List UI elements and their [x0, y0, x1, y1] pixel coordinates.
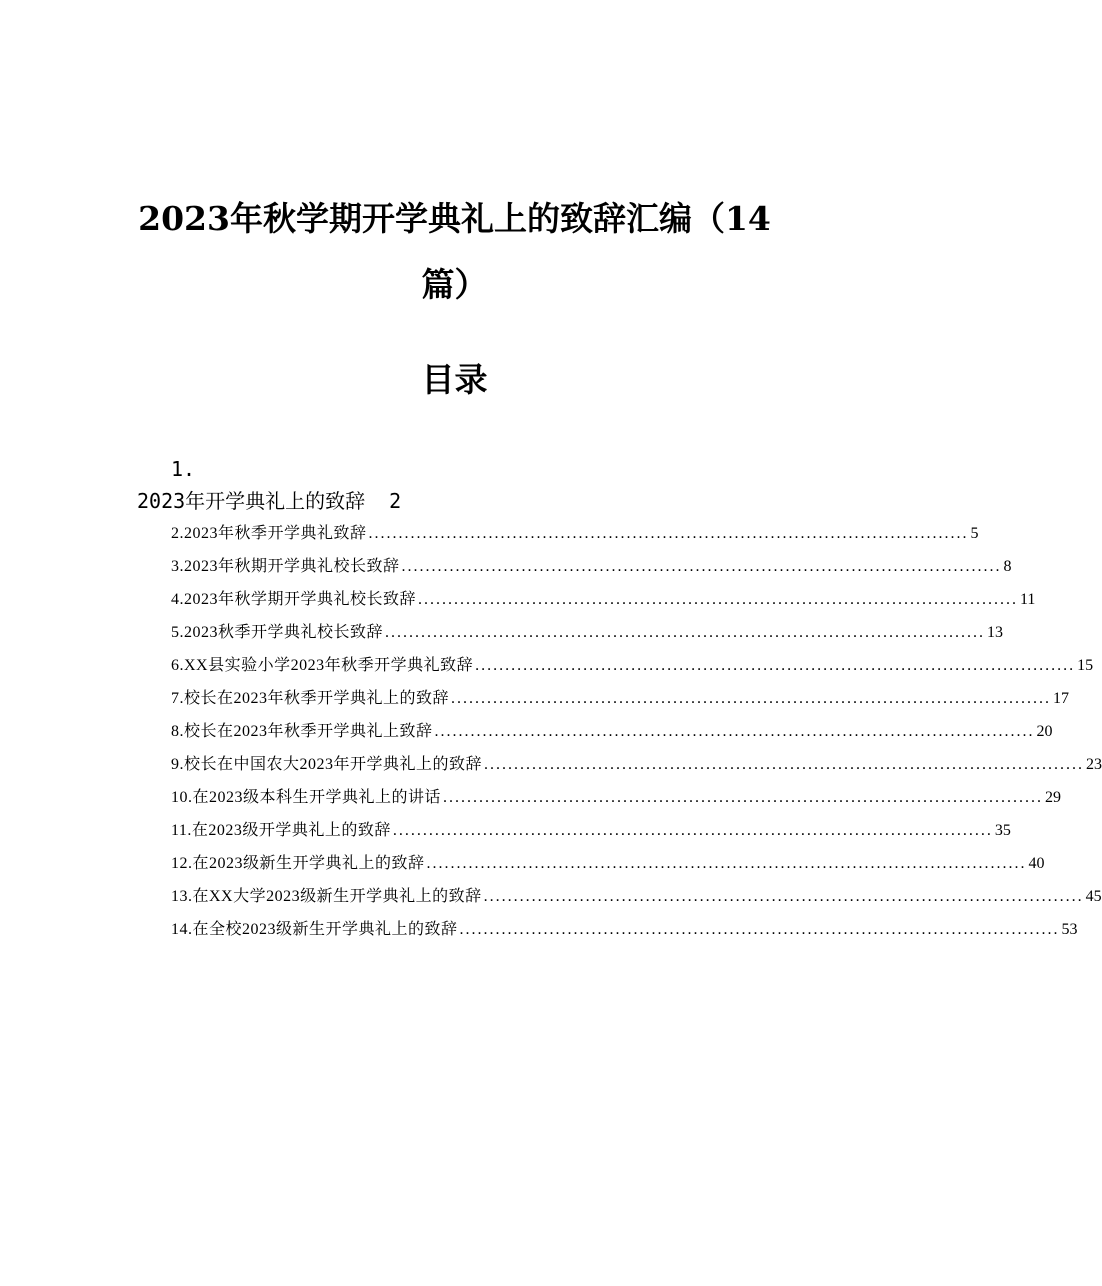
toc-entry-11[interactable] [171, 817, 1011, 845]
toc-entry-page: 11 [1020, 591, 1036, 608]
toc-entry-page: 5 [970, 525, 979, 542]
toc-entry-number: 11. [171, 822, 192, 839]
toc-leader-dots: .................................................................................................... [385, 624, 986, 641]
toc-entry-page: 40 [1028, 855, 1045, 872]
toc-entry-number: 5. [171, 624, 184, 641]
toc-entry-number: 8. [171, 723, 184, 740]
toc-entry-9[interactable] [171, 751, 1102, 779]
toc-leader-dots: .................................................................................................... [451, 690, 1052, 707]
toc-leader-dots: .................................................................................................... [426, 855, 1027, 872]
toc-entry-14[interactable] [171, 916, 1078, 944]
toc-entry-2[interactable] [171, 520, 979, 548]
toc-entry-13[interactable] [171, 883, 1102, 911]
toc-entry-number: 4. [171, 591, 184, 608]
toc-leader-dots: .................................................................................................... [484, 756, 1085, 773]
toc-leader-dots: .................................................................................................... [443, 789, 1044, 806]
toc-leader-dots: .................................................................................................... [401, 558, 1002, 575]
toc-entry-title: 在XX大学2023级新生开学典礼上的致辞 [192, 888, 482, 905]
toc-entry-page: 53 [1061, 921, 1078, 938]
toc-entry-number: 7. [171, 690, 184, 707]
toc-entry-1-number: 1. [171, 457, 196, 481]
toc-entry-number: 2. [171, 525, 184, 542]
toc-entry-title: 在2023级本科生开学典礼上的讲话 [192, 789, 442, 806]
toc-entry-number: 3. [171, 558, 184, 575]
toc-entry-title: 在2023级新生开学典礼上的致辞 [192, 855, 425, 872]
toc-entry-page: 23 [1086, 756, 1102, 773]
toc-entry-title: 2023年开学典礼上的致辞 [137, 489, 366, 513]
toc-entry-number: 10. [171, 789, 193, 806]
toc-entry-4[interactable] [171, 586, 1036, 614]
toc-entry-title: XX县实验小学2023年秋季开学典礼致辞 [184, 657, 474, 674]
toc-entry-page: 35 [994, 822, 1011, 839]
toc-entry-title: 2023年秋学期开学典礼校长致辞 [184, 591, 417, 608]
toc-entry-title: 在全校2023级新生开学典礼上的致辞 [192, 921, 458, 938]
toc-leader-dots: .................................................................................................... [459, 921, 1060, 938]
toc-entry-10[interactable] [171, 784, 1062, 812]
toc-entry-number: 6. [171, 657, 184, 674]
toc-entry-title: 2023秋季开学典礼校长致辞 [184, 624, 384, 641]
toc-leader-dots: .................................................................................................... [434, 723, 1035, 740]
toc-leader-dots: .................................................................................................... [392, 822, 993, 839]
toc-entry-title: 校长在中国农大2023年开学典礼上的致辞 [184, 756, 483, 773]
toc-entry-page: 17 [1053, 690, 1070, 707]
toc-leader-dots: .................................................................................................... [368, 525, 969, 542]
toc-entry-8[interactable] [171, 718, 1053, 746]
toc-entry-title: 2023年秋季开学典礼致辞 [184, 525, 367, 542]
toc-entry-page: 13 [987, 624, 1004, 641]
toc-entry-page: 8 [1003, 558, 1012, 575]
toc-entry-number: 9. [171, 756, 184, 773]
toc-entry-page: 45 [1085, 888, 1102, 905]
toc-leader-dots: .................................................................................................... [475, 657, 1076, 674]
toc-entry-3[interactable] [171, 553, 1012, 581]
toc-entry-page: 2 [389, 489, 402, 513]
toc-leader-dots: .................................................................................................... [418, 591, 1019, 608]
toc-heading: 目录 [421, 360, 488, 399]
toc-entry-title: 在2023级开学典礼上的致辞 [191, 822, 391, 839]
toc-entry-title: 校长在2023年秋季开学典礼上致辞 [184, 723, 433, 740]
toc-entry-title: 校长在2023年秋季开学典礼上的致辞 [184, 690, 450, 707]
toc-entry-page: 15 [1077, 657, 1094, 674]
toc-entry-12[interactable] [171, 850, 1045, 878]
toc-entry-number: 13. [171, 888, 193, 905]
toc-entry-page: 29 [1045, 789, 1062, 806]
toc-entry-number: 12. [171, 855, 193, 872]
toc-entry-7[interactable] [171, 685, 1070, 713]
toc-leader-dots: .................................................................................................... [483, 888, 1084, 905]
toc-entry-page: 20 [1036, 723, 1053, 740]
toc-entry-title: 2023年秋期开学典礼校长致辞 [184, 558, 400, 575]
toc-entry-number: 14. [171, 921, 193, 938]
toc-entry-5[interactable] [171, 619, 1004, 647]
toc-entry-1[interactable] [137, 487, 401, 515]
document-title: 2023年秋学期开学典礼上的致辞汇编（14篇） [138, 199, 771, 304]
toc-entry-6[interactable] [171, 652, 1094, 680]
